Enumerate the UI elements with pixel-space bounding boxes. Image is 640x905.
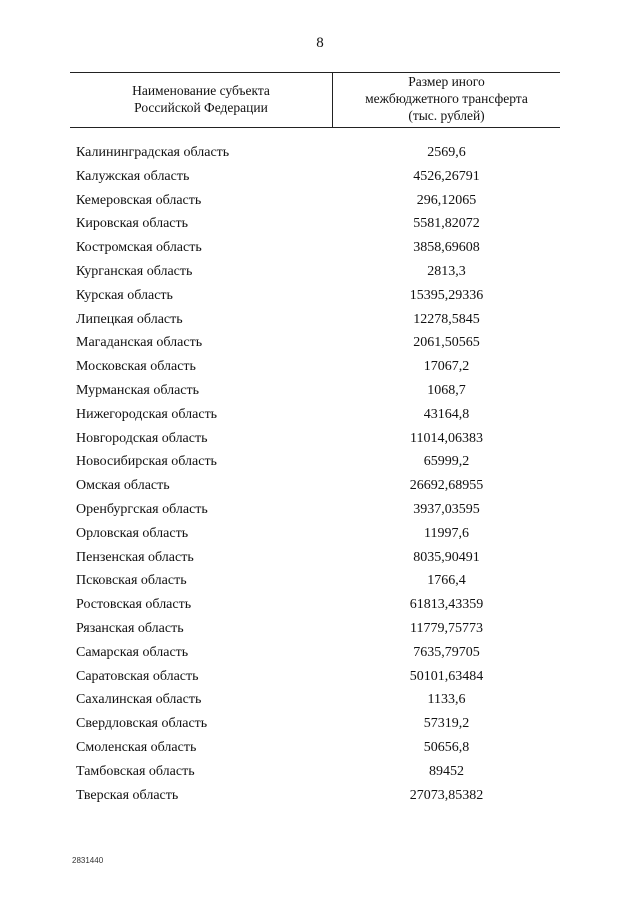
transfer-amount: 1068,7 xyxy=(427,382,466,398)
region-name: Оренбургская область xyxy=(76,501,208,517)
transfer-amount: 296,12065 xyxy=(416,192,477,208)
transfer-amount: 4526,26791 xyxy=(413,168,480,184)
region-name: Московская область xyxy=(76,359,196,375)
transfer-amount: 5581,82072 xyxy=(413,216,480,232)
region-name: Нижегородская область xyxy=(76,406,218,422)
region-name: Мурманская область xyxy=(76,382,200,398)
transfer-amount: 50101,63484 xyxy=(409,668,484,684)
transfer-amount: 1766,4 xyxy=(427,573,466,589)
transfer-amount: 11014,06383 xyxy=(410,430,483,446)
table-row xyxy=(0,236,640,260)
header-amount-line: межбюджетного трансферта xyxy=(365,91,528,106)
transfer-amount: 2569,6 xyxy=(427,145,466,160)
table-row xyxy=(0,355,640,379)
table-row xyxy=(0,522,640,546)
table-row xyxy=(0,212,640,236)
transfer-amount: 12278,5845 xyxy=(413,311,480,327)
transfer-amount: 27073,85382 xyxy=(409,787,484,803)
table-row xyxy=(0,760,640,784)
region-name: Псковская область xyxy=(76,573,187,589)
table-row xyxy=(0,688,640,712)
table-row xyxy=(0,593,640,617)
page-number: 8 xyxy=(316,35,324,51)
table-row xyxy=(0,141,640,165)
table-row xyxy=(0,546,640,570)
region-name: Новгородская область xyxy=(76,430,208,446)
transfer-amount: 61813,43359 xyxy=(409,597,484,613)
region-name: Новосибирская область xyxy=(76,454,217,470)
transfer-amount: 8035,90491 xyxy=(413,549,480,565)
region-name: Смоленская область xyxy=(76,739,197,755)
table-row xyxy=(0,641,640,665)
region-name: Калининградская область xyxy=(76,145,230,160)
table-row xyxy=(0,331,640,355)
header-transfer-amount xyxy=(333,73,560,124)
header-subject-line: Наименование субъекта xyxy=(132,83,270,98)
header-amount-line: Размер иного xyxy=(408,74,485,89)
transfer-amount: 89452 xyxy=(429,763,464,779)
table-row xyxy=(0,308,640,332)
table-row xyxy=(0,403,640,427)
table-row xyxy=(0,665,640,689)
table-row xyxy=(0,617,640,641)
header-amount-line: (тыс. рублей) xyxy=(408,108,485,123)
region-name: Костромская область xyxy=(76,240,202,256)
transfer-amount: 17067,2 xyxy=(423,359,470,375)
region-name: Калужская область xyxy=(76,168,190,184)
table-body xyxy=(0,141,640,807)
region-name: Курская область xyxy=(76,287,173,303)
transfer-amount: 3858,69608 xyxy=(413,240,480,256)
table-row xyxy=(0,569,640,593)
region-name: Сахалинская область xyxy=(76,692,202,708)
region-name: Орловская область xyxy=(76,525,189,541)
table-row xyxy=(0,260,640,284)
header-subject-name xyxy=(70,82,332,116)
table-row xyxy=(0,736,640,760)
region-name: Липецкая область xyxy=(76,311,183,327)
table-header-bottom-rule xyxy=(70,127,560,128)
region-name: Саратовская область xyxy=(76,668,199,684)
table-row xyxy=(0,784,640,808)
table-row xyxy=(0,427,640,451)
table-row xyxy=(0,474,640,498)
region-name: Ростовская область xyxy=(76,597,192,613)
table-row xyxy=(0,712,640,736)
region-name: Магаданская область xyxy=(76,335,203,351)
region-name: Омская область xyxy=(76,478,170,494)
transfer-amount: 2061,50565 xyxy=(413,335,480,351)
transfer-amount: 50656,8 xyxy=(423,739,470,755)
region-name: Курганская область xyxy=(76,263,193,279)
transfer-amount: 1133,6 xyxy=(427,692,466,708)
region-name: Пензенская область xyxy=(76,549,194,565)
table-row xyxy=(0,165,640,189)
transfer-amount: 11997,6 xyxy=(424,525,469,541)
transfer-amount: 65999,2 xyxy=(423,454,470,470)
region-name: Тамбовская область xyxy=(76,763,195,779)
transfer-amount: 11779,75773 xyxy=(410,620,483,636)
transfer-amount: 26692,68955 xyxy=(409,478,484,494)
region-name: Тверская область xyxy=(76,787,179,803)
region-name: Самарская область xyxy=(76,644,189,660)
region-name: Кемеровская область xyxy=(76,192,202,208)
transfer-amount: 7635,79705 xyxy=(413,644,480,660)
table-row xyxy=(0,450,640,474)
transfer-amount: 2813,3 xyxy=(427,263,466,279)
transfer-amount: 15395,29336 xyxy=(409,287,484,303)
header-subject-line: Российской Федерации xyxy=(134,100,268,115)
transfer-amount: 57319,2 xyxy=(423,716,470,732)
document-code: 2831440 xyxy=(72,856,104,865)
region-name: Рязанская область xyxy=(76,620,184,636)
region-name: Свердловская область xyxy=(76,716,208,732)
table-row xyxy=(0,284,640,308)
transfer-amount: 43164,8 xyxy=(423,406,470,422)
table-row xyxy=(0,189,640,213)
transfer-amount: 3937,03595 xyxy=(413,501,480,517)
table-row xyxy=(0,379,640,403)
region-name: Кировская область xyxy=(76,216,189,232)
table-row xyxy=(0,498,640,522)
